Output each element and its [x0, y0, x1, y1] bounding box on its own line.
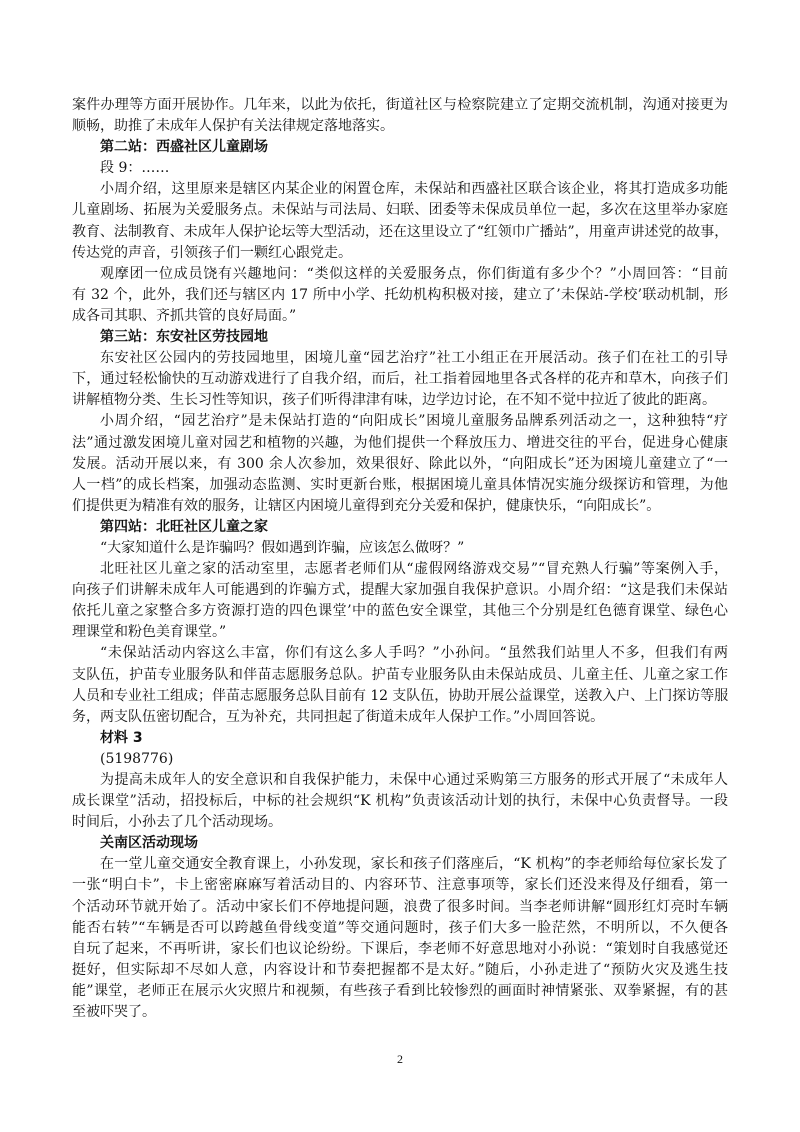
paragraph — [72, 348, 728, 411]
material-code: (5198776) — [100, 750, 174, 767]
paragraph — [72, 854, 728, 1023]
paragraph-line: 能否右转”“车辆是否可以跨越鱼骨线变道”等交通问题时，孩子们大多一脸茫然，不明所以，不久便各 — [72, 919, 728, 936]
paragraph-line: 儿童剧场、拓展为关爱服务点。未保站与司法局、妇联、团委等未保成员单位一起，多次在这里举办家庭 — [72, 202, 728, 219]
paragraph-line: 法”通过激发困境儿童对园艺和植物的兴趣，为他们提供一个释放压力、增进交往的平台，促进身心健康 — [72, 434, 728, 451]
paragraph-line: 向孩子们讲解未成年人可能遇到的诈骗方式，提醒大家加强自我保护意识。小周介绍：“这是我们未保站 — [72, 582, 728, 599]
paragraph — [72, 264, 728, 327]
paragraph-line: 有 32 个，此外，我们还与辖区内 17 所中小学、托幼机构积极对接，建立了’未保站-学校’联动机制，形 — [72, 286, 728, 303]
paragraph — [72, 643, 728, 727]
paragraph-line: 顺畅，助推了未成年人保护有关法律规定落地落实。 — [72, 118, 394, 135]
paragraph-line: 发展。活动开展以来，有 300 余人次参加，效果很好、除此以外，“向阳成长”还为困境儿童建立了“一 — [72, 455, 728, 472]
paragraph-line: 为提高未成年人的安全意识和自我保护能力，未保中心通过采购第三方服务的形式开展了“未成年人 — [100, 772, 728, 788]
paragraph — [72, 770, 728, 833]
section-heading-material-3: 材料 3 — [100, 729, 143, 746]
paragraph-line: 小周介绍，“园艺治疗”是未保站打造的“向阳成长”困境儿童服务品牌系列活动之一，这种独特“疗 — [100, 413, 728, 430]
paragraph-line: 人员和专业社工组成；伴苗志愿服务总队目前有 12 支队伍，协助开展公益课堂，送教入户、上门探访等服 — [72, 687, 728, 704]
paragraph-line: 务，两支队伍密切配合，互为补充，共同担起了街道未成年人保护工作。”小周回答说。 — [72, 708, 605, 725]
paragraph-line: 个活动环节就开始了。活动中家长们不停地提问题，浪费了很多时间。当李老师讲解“圆形红灯亮时车辆 — [72, 898, 728, 915]
paragraph-line: 小周介绍，这里原来是辖区内某企业的闲置仓库，未保站和西盛社区联合该企业，将其打造成多功能 — [100, 181, 728, 198]
paragraph-intro — [72, 95, 728, 137]
paragraph-line: 北旺社区儿童之家的活动室里，志愿者老师们从“虚假网络游戏交易”“冒充熟人行骗”等案例入手， — [100, 561, 728, 578]
paragraph-line: 下，通过轻松愉快的互动游戏进行了自我介绍，而后，社工指着园地里各式各样的花卉和草木，向孩子们 — [72, 371, 728, 388]
paragraph-line: 成各司其职、齐抓共管的良好局面。” — [72, 307, 297, 324]
paragraph-line: 时间后，小孙去了几个活动现场。 — [72, 814, 282, 831]
quoted-question: “大家知道什么是诈骗吗？假如遇到诈骗，应该怎么做呀？” — [100, 539, 465, 556]
paragraph-line: 成长课堂”活动，招投标后，中标的社会规织“K 机构”负责该活动计划的执行，未保中心负责督导。一段 — [72, 793, 728, 810]
paragraph-line: 依托儿童之家整合多方资源打造的四色课堂’中的蓝色安全课堂，其他三个分别是红色德育课堂、绿色心 — [72, 603, 728, 620]
section-heading-site: 关南区活动现场 — [100, 835, 198, 852]
paragraph-line: 在一堂儿童交通安全教育课上，小孙发现，家长和孩子们落座后，“K 机构”的李老师给每位家长发了 — [100, 856, 728, 873]
paragraph — [72, 559, 728, 643]
paragraph-line: 一张“明白卡”，卡上密密麻麻写着活动目的、内容环节、注意事项等，家长们还没来得及仔细看，第一 — [72, 877, 728, 894]
document-page — [72, 95, 728, 1023]
paragraph-line: 自玩了起来，不再听讲，家长们也议论纷纷。下课后，李老师不好意思地对小孙说：“策划时自我感觉还 — [72, 940, 728, 957]
paragraph-line: 能”课堂，老师正在展示火灾照片和视频，有些孩子看到比较惨烈的画面时神情紧张、双拳紧握，有的甚 — [72, 982, 728, 999]
paragraph — [72, 411, 728, 516]
paragraph-line: 支队伍，护苗专业服务队和伴苗志愿服务总队。护苗专业服务队由未保站成员、儿童主任、儿童之家工作 — [72, 666, 728, 683]
paragraph-line: 案件办理等方面开展协作。几年来，以此为依托，街道社区与检察院建立了定期交流机制，沟通对接更为 — [72, 97, 728, 113]
excerpt-marker: 段 9：…… — [100, 160, 170, 177]
section-heading-station-2: 第二站：西盛社区儿童剧场 — [100, 139, 268, 156]
paragraph-line: 们提供更为精准有效的服务，让辖区内困境儿童得到充分关爱和保护，健康快乐，“向阳成长”。 — [72, 497, 661, 514]
section-heading-station-4: 第四站：北旺社区儿童之家 — [100, 518, 268, 535]
section-heading-station-3: 第三站：东安社区劳技园地 — [100, 329, 268, 346]
paragraph — [72, 179, 728, 263]
paragraph-line: 教育、法制教育、未成年人保护论坛等大型活动，还在这里设立了“红领巾广播站”，用童声讲述党的故事， — [72, 223, 728, 240]
paragraph-line: 传达党的声音，引领孩子们一颗红心跟党走。 — [72, 244, 352, 261]
paragraph-line: 观摩团一位成员饶有兴趣地问：“类似这样的关爱服务点，你们街道有多少个？”小周回答：“目前 — [100, 265, 728, 282]
paragraph-line: 东安社区公园内的劳技园地里，困境儿童“园艺治疗”社工小组正在开展活动。孩子们在社工的引导 — [100, 350, 728, 367]
paragraph-line: 人一档”的成长档案，加强动态监测、实时更新台账，根据困境儿童具体情况实施分级探访和管理，为他 — [72, 476, 728, 493]
paragraph-line: 至被吓哭了。 — [72, 1004, 156, 1021]
paragraph-line: 挺好，但实际却不尽如人意，内容设计和节奏把握都不是太好。”随后，小孙走进了“预防火灾及逃生技 — [72, 961, 728, 978]
paragraph-line: “未保站活动内容这么丰富，你们有这么多人手吗？”小孙问。“虽然我们站里人不多，但我们有两 — [100, 645, 728, 662]
paragraph-line: 讲解植物分类、生长习性等知识，孩子们听得津津有味，边学边讨论，在不知不觉中拉近了彼此的距离。 — [72, 392, 716, 409]
page-number: 2 — [397, 1052, 403, 1066]
paragraph-line: 理课堂和粉色美育课堂。” — [72, 624, 227, 641]
